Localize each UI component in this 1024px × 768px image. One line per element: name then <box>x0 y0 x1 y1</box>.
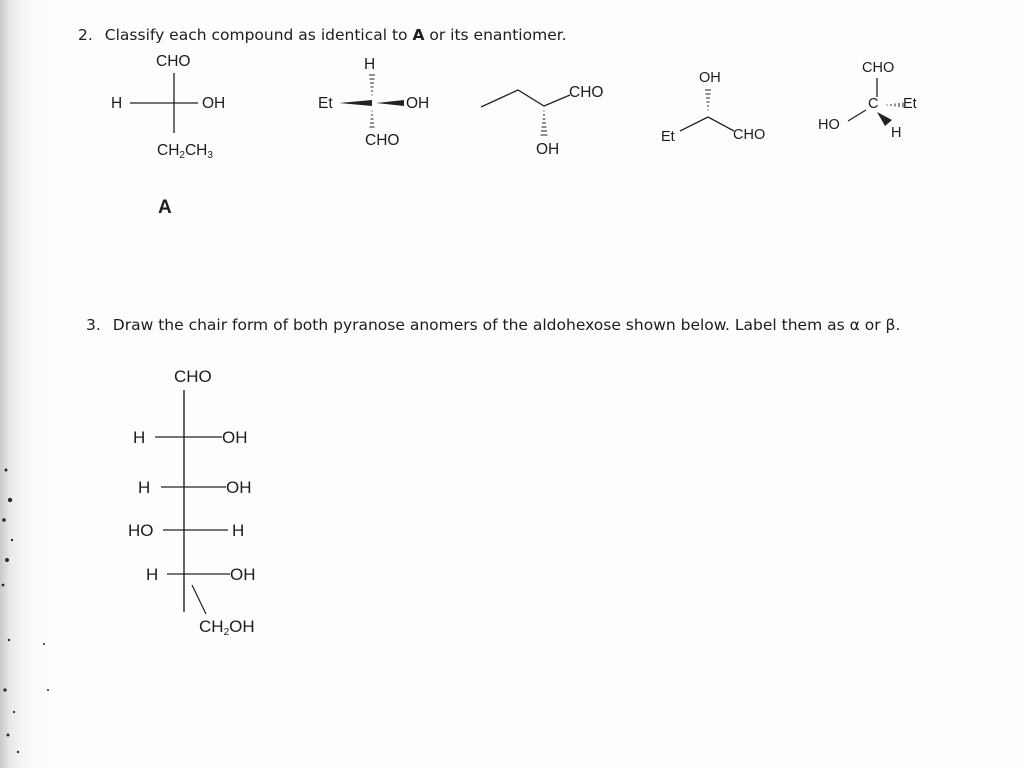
compound-a-bottom-sub1: 2 <box>179 150 185 161</box>
compound-a-bottom-label <box>157 143 213 161</box>
fischer-bottom-sub: 2 <box>223 627 230 638</box>
question-2-text-suffix: or its enantiomer. <box>424 26 567 44</box>
fischer-row4-left: H <box>146 565 159 584</box>
compound-5-et-hash <box>887 103 903 108</box>
compound-a-name: A <box>158 197 172 218</box>
fischer-row2-left: H <box>138 478 151 497</box>
fischer-row3-right: H <box>232 521 245 540</box>
fischer-bottom-label <box>199 618 255 638</box>
compound-a-right-label: OH <box>202 95 226 112</box>
compound-a-top-label: CHO <box>156 53 191 70</box>
compound-a-bottom-part2: CH <box>184 142 208 159</box>
compound-2-bottom-label: CHO <box>365 132 400 149</box>
compound-5-et-label: Et <box>903 96 917 112</box>
fischer-row1-left: H <box>133 428 146 447</box>
compound-5-h-label: H <box>891 125 902 141</box>
fischer-top-label: CHO <box>174 367 212 386</box>
question-3-number: 3. <box>86 316 101 334</box>
compound-2-top-label: H <box>364 56 376 73</box>
scan-speckles <box>2 469 49 754</box>
compound-5-cho-label: CHO <box>862 60 895 76</box>
compound-2-right-label: OH <box>406 95 430 112</box>
compound-5-ho-label: HO <box>818 117 840 133</box>
compound-2-top-hash <box>369 75 375 95</box>
compound-5-ho-bond <box>848 110 866 121</box>
compound-2-left-wedge <box>339 100 372 106</box>
fischer-bottom-part2: OH <box>229 617 255 636</box>
compound-4-cho-label: CHO <box>733 127 766 143</box>
question-2-number: 2. <box>78 26 93 44</box>
compound-a-left-label: H <box>111 95 123 112</box>
fischer-row3-left: HO <box>128 521 154 540</box>
compound-4-hash <box>705 90 711 110</box>
compound-5-carbon-label: C <box>868 96 879 112</box>
compound-2-bottom-hash <box>370 111 375 127</box>
compound-2-right-wedge <box>376 100 404 106</box>
compound-a-bottom-sub2: 3 <box>207 150 213 161</box>
compound-4-left-bond <box>680 117 708 131</box>
fischer-row1-right: OH <box>222 428 248 447</box>
compound-4-oh-label: OH <box>699 70 721 86</box>
compound-3-zigzag <box>481 90 570 107</box>
compound-3-hash <box>541 111 548 135</box>
compound-a-bottom-part1: CH <box>157 142 180 159</box>
compound-5-h-wedge <box>877 112 892 126</box>
scan-noise-marks <box>0 0 60 768</box>
question-3-text: Draw the chair form of both pyranose anomers of the aldohexose shown below. Label them as α or β. <box>112 316 901 334</box>
compound-4-et-label: Et <box>661 129 675 145</box>
compound-4-right-bond <box>708 117 734 131</box>
fischer-tail-bond <box>192 585 206 614</box>
compound-3-oh-label: OH <box>536 141 560 158</box>
compound-2-left-label: Et <box>318 95 333 112</box>
fischer-bottom-part1: CH <box>199 617 224 636</box>
question-3-prompt <box>86 316 900 334</box>
fischer-row2-right: OH <box>226 478 252 497</box>
fischer-row4-right: OH <box>230 565 256 584</box>
question-2-text-bold: A <box>412 26 425 44</box>
compound-3-cho-label: CHO <box>569 84 604 101</box>
question-2-text-prefix: Classify each compound as identical to <box>104 26 413 44</box>
